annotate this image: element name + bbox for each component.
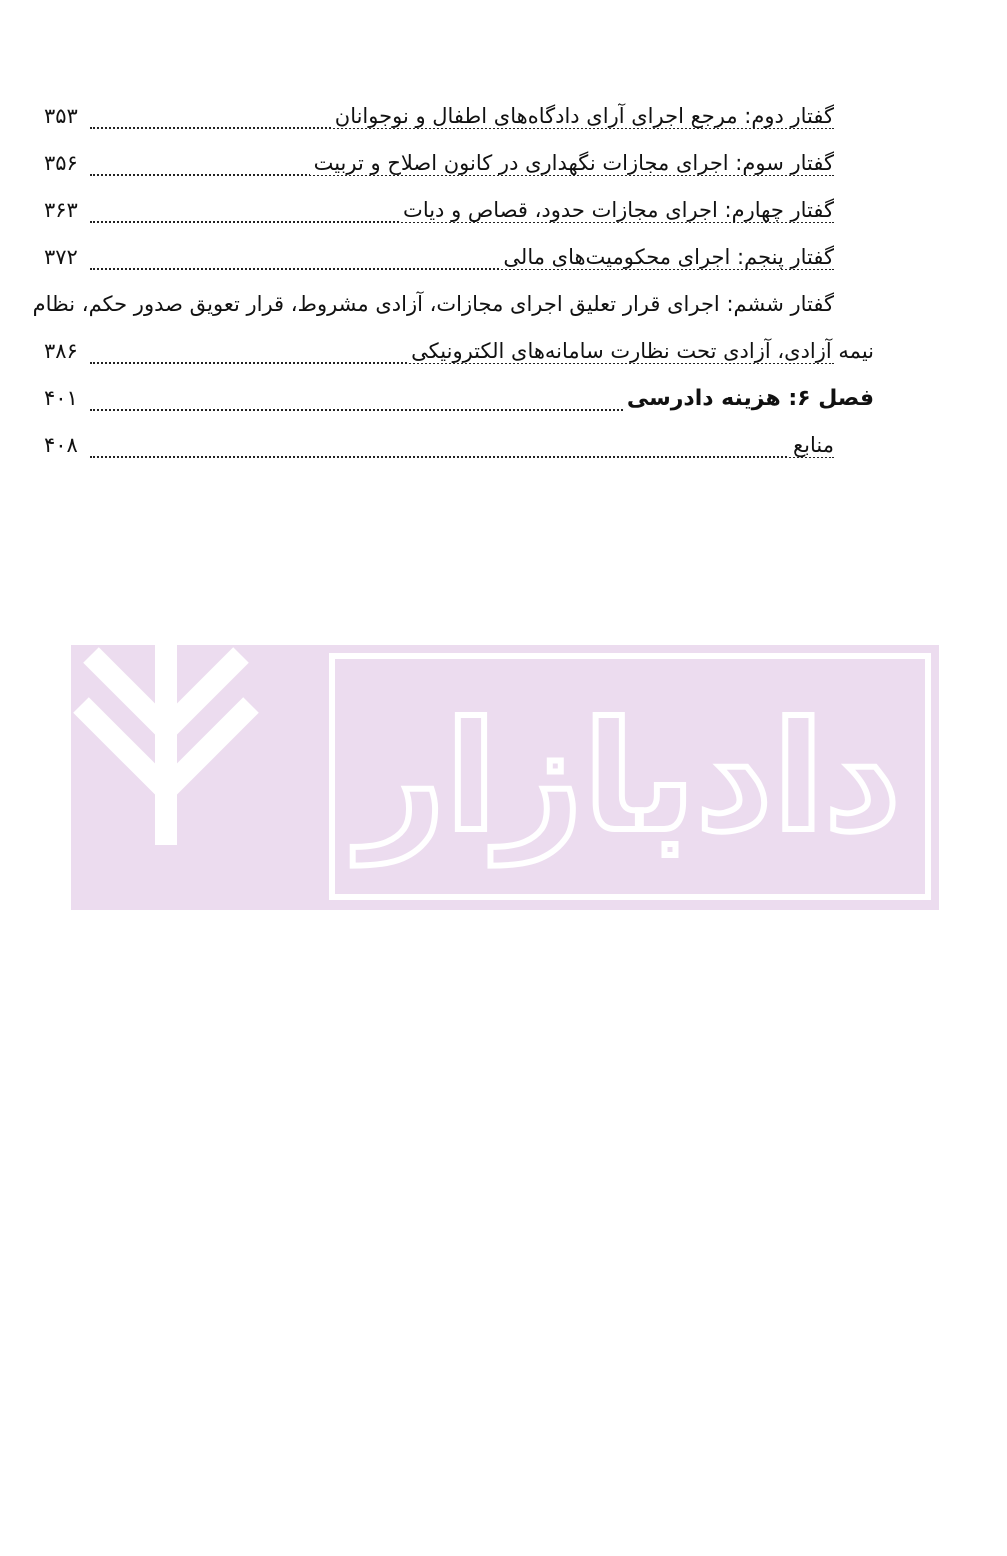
toc-entry-page: ۴۰۱ — [44, 386, 78, 410]
toc-entry-label: گفتار سوم: اجرای مجازات نگهداری در کانون اصلاح و تربیت — [310, 151, 834, 175]
toc-entry-label: گفتار دوم: مرجع اجرای آرای دادگاه‌های اطفال و نوجوانان — [331, 104, 834, 128]
tree-logo-icon — [71, 645, 261, 845]
toc-entry-page: ۳۵۶ — [44, 151, 78, 175]
watermark-brand-box — [329, 653, 931, 900]
toc-entry-page: ۳۵۳ — [44, 104, 78, 128]
toc-entry[interactable] — [44, 429, 874, 476]
toc-chapter-entry[interactable] — [44, 382, 874, 429]
toc-entry-page: ۳۶۳ — [44, 198, 78, 222]
svg-text:دادبازار: دادبازار — [358, 691, 902, 865]
toc-entry-page: ۳۷۲ — [44, 245, 78, 269]
toc-entry-label: منابع — [789, 433, 834, 457]
toc-entry[interactable] — [44, 241, 874, 288]
toc-entry-label: فصل ۶: هزینه دادرسی — [623, 386, 874, 411]
toc-entry-label: نیمه آزادی، آزادی تحت نظارت سامانه‌های الکترونیکی — [407, 339, 874, 363]
toc-entry-label: گفتار چهارم: اجرای مجازات حدود، قصاص و دیات — [399, 198, 834, 222]
toc-entry[interactable] — [44, 100, 874, 147]
toc-entry-page: ۴۰۸ — [44, 433, 78, 457]
toc-entry-page: ۳۸۶ — [44, 339, 78, 363]
toc-entry-first-line[interactable] — [32, 288, 874, 335]
toc-entry[interactable] — [44, 147, 874, 194]
table-of-contents — [32, 100, 874, 476]
toc-entry-label: گفتار پنجم: اجرای محکومیت‌های مالی — [499, 245, 834, 269]
toc-entry-continuation[interactable] — [44, 335, 874, 382]
leader-dots — [90, 456, 834, 458]
watermark — [71, 645, 939, 910]
watermark-brand-text — [335, 659, 925, 894]
toc-entry[interactable] — [44, 194, 874, 241]
toc-entry-label: گفتار ششم: اجرای قرار تعلیق اجرای مجازات، آزادی مشروط، قرار تعویق صدور حکم، نظام — [32, 292, 834, 316]
